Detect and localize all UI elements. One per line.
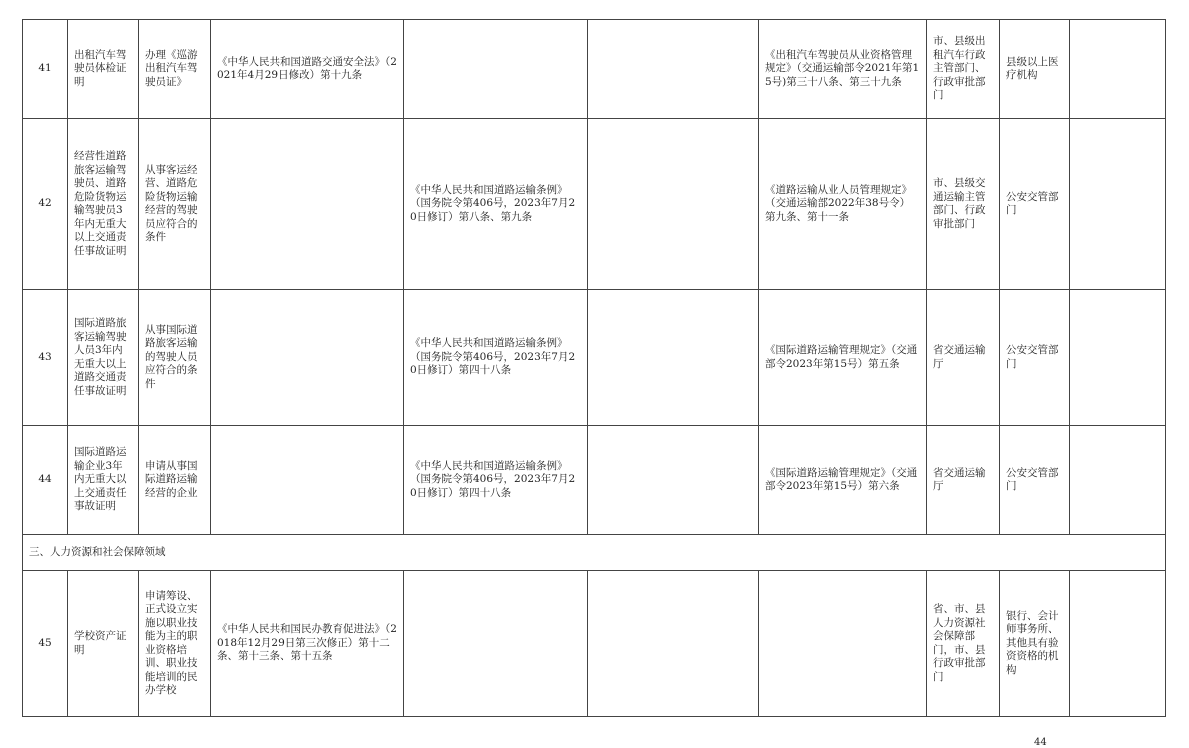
certificate-name: 国际道路运输企业3年内无重大以上交通责任事故证明: [68, 426, 139, 535]
row-number: 41: [23, 20, 68, 119]
row-number: 44: [23, 426, 68, 535]
authority-cell: 省交通运输厅: [927, 426, 1000, 535]
law-basis-cell: [211, 290, 404, 426]
rule-basis-cell: 《道路运输从业人员管理规定》（交通运输部2022年38号令）第九条、第十一条: [759, 119, 927, 290]
certificate-name: 国际道路旅客运输驾驶人员3年内无重大以上道路交通责任事故证明: [68, 290, 139, 426]
table-row: [23, 571, 1166, 717]
law-basis-cell: [211, 426, 404, 535]
local-regulation-cell: [588, 20, 759, 119]
section-header-row: [23, 535, 1166, 571]
matter-cell: 从事客运经营、道路危险货物运输经营的驾驶员应符合的条件: [139, 119, 211, 290]
authority-cell: 市、县级交通运输主管部门、行政审批部门: [927, 119, 1000, 290]
local-regulation-cell: [588, 426, 759, 535]
certificate-name: 经营性道路旅客运输驾驶员、道路危险货物运输驾驶员3年内无重大以上交通责任事故证明: [68, 119, 139, 290]
issuer-cell: 公安交管部门: [1000, 290, 1070, 426]
law-basis-cell: 《中华人民共和国民办教育促进法》（2018年12月29日第三次修正）第十二条、第十三条、第十五条: [211, 571, 404, 717]
regulation-basis-cell: 《中华人民共和国道路运输条例》（国务院令第406号，2023年7月20日修订）第四十八条: [404, 290, 588, 426]
regulation-basis-cell: [404, 571, 588, 717]
regulation-basis-cell: [404, 20, 588, 119]
table-row: [23, 290, 1166, 426]
local-regulation-cell: [588, 290, 759, 426]
authority-cell: 省交通运输厅: [927, 290, 1000, 426]
rule-basis-cell: [759, 571, 927, 717]
issuer-cell: 县级以上医疗机构: [1000, 20, 1070, 119]
table-row: [23, 119, 1166, 290]
local-regulation-cell: [588, 571, 759, 717]
issuer-cell: 公安交管部门: [1000, 426, 1070, 535]
table-row: [23, 20, 1166, 119]
issuer-cell: 银行、会计师事务所、其他具有验资资格的机构: [1000, 571, 1070, 717]
law-basis-cell: 《中华人民共和国道路交通安全法》（2021年4月29日修改）第十九条: [211, 20, 404, 119]
authority-cell: 省、市、县人力资源社会保障部门，市、县行政审批部门: [927, 571, 1000, 717]
matter-cell: 从事国际道路旅客运输的驾驶人员应符合的条件: [139, 290, 211, 426]
authority-cell: 市、县级出租汽车行政主管部门、行政审批部门: [927, 20, 1000, 119]
section-title: 三、人力资源和社会保障领域: [23, 535, 1166, 571]
note-cell: [1070, 119, 1166, 290]
certificate-name: 学校资产证明: [68, 571, 139, 717]
regulation-basis-cell: 《中华人民共和国道路运输条例》（国务院令第406号，2023年7月20日修订）第八条、第九条: [404, 119, 588, 290]
note-cell: [1070, 290, 1166, 426]
row-number: 43: [23, 290, 68, 426]
table-row: [23, 426, 1166, 535]
row-number: 42: [23, 119, 68, 290]
matter-cell: 申请从事国际道路运输经营的企业: [139, 426, 211, 535]
issuer-cell: 公安交管部门: [1000, 119, 1070, 290]
local-regulation-cell: [588, 119, 759, 290]
regulation-basis-cell: 《中华人民共和国道路运输条例》（国务院令第406号，2023年7月20日修订）第四十八条: [404, 426, 588, 535]
certificate-name: 出租汽车驾驶员体检证明: [68, 20, 139, 119]
note-cell: [1070, 20, 1166, 119]
rule-basis-cell: 《国际道路运输管理规定》（交通部令2023年第15号）第六条: [759, 426, 927, 535]
matter-cell: 办理《巡游出租汽车驾驶员证》: [139, 20, 211, 119]
rule-basis-cell: 《国际道路运输管理规定》（交通部令2023年第15号）第五条: [759, 290, 927, 426]
law-basis-cell: [211, 119, 404, 290]
row-number: 45: [23, 571, 68, 717]
rule-basis-cell: 《出租汽车驾驶员从业资格管理规定》（交通运输部令2021年第15号)第三十八条、第三十九条: [759, 20, 927, 119]
page-number: 44: [1034, 737, 1047, 748]
certificate-list-table: [22, 19, 1166, 717]
note-cell: [1070, 571, 1166, 717]
matter-cell: 申请筹设、正式设立实施以职业技能为主的职业资格培训、职业技能培训的民办学校: [139, 571, 211, 717]
note-cell: [1070, 426, 1166, 535]
